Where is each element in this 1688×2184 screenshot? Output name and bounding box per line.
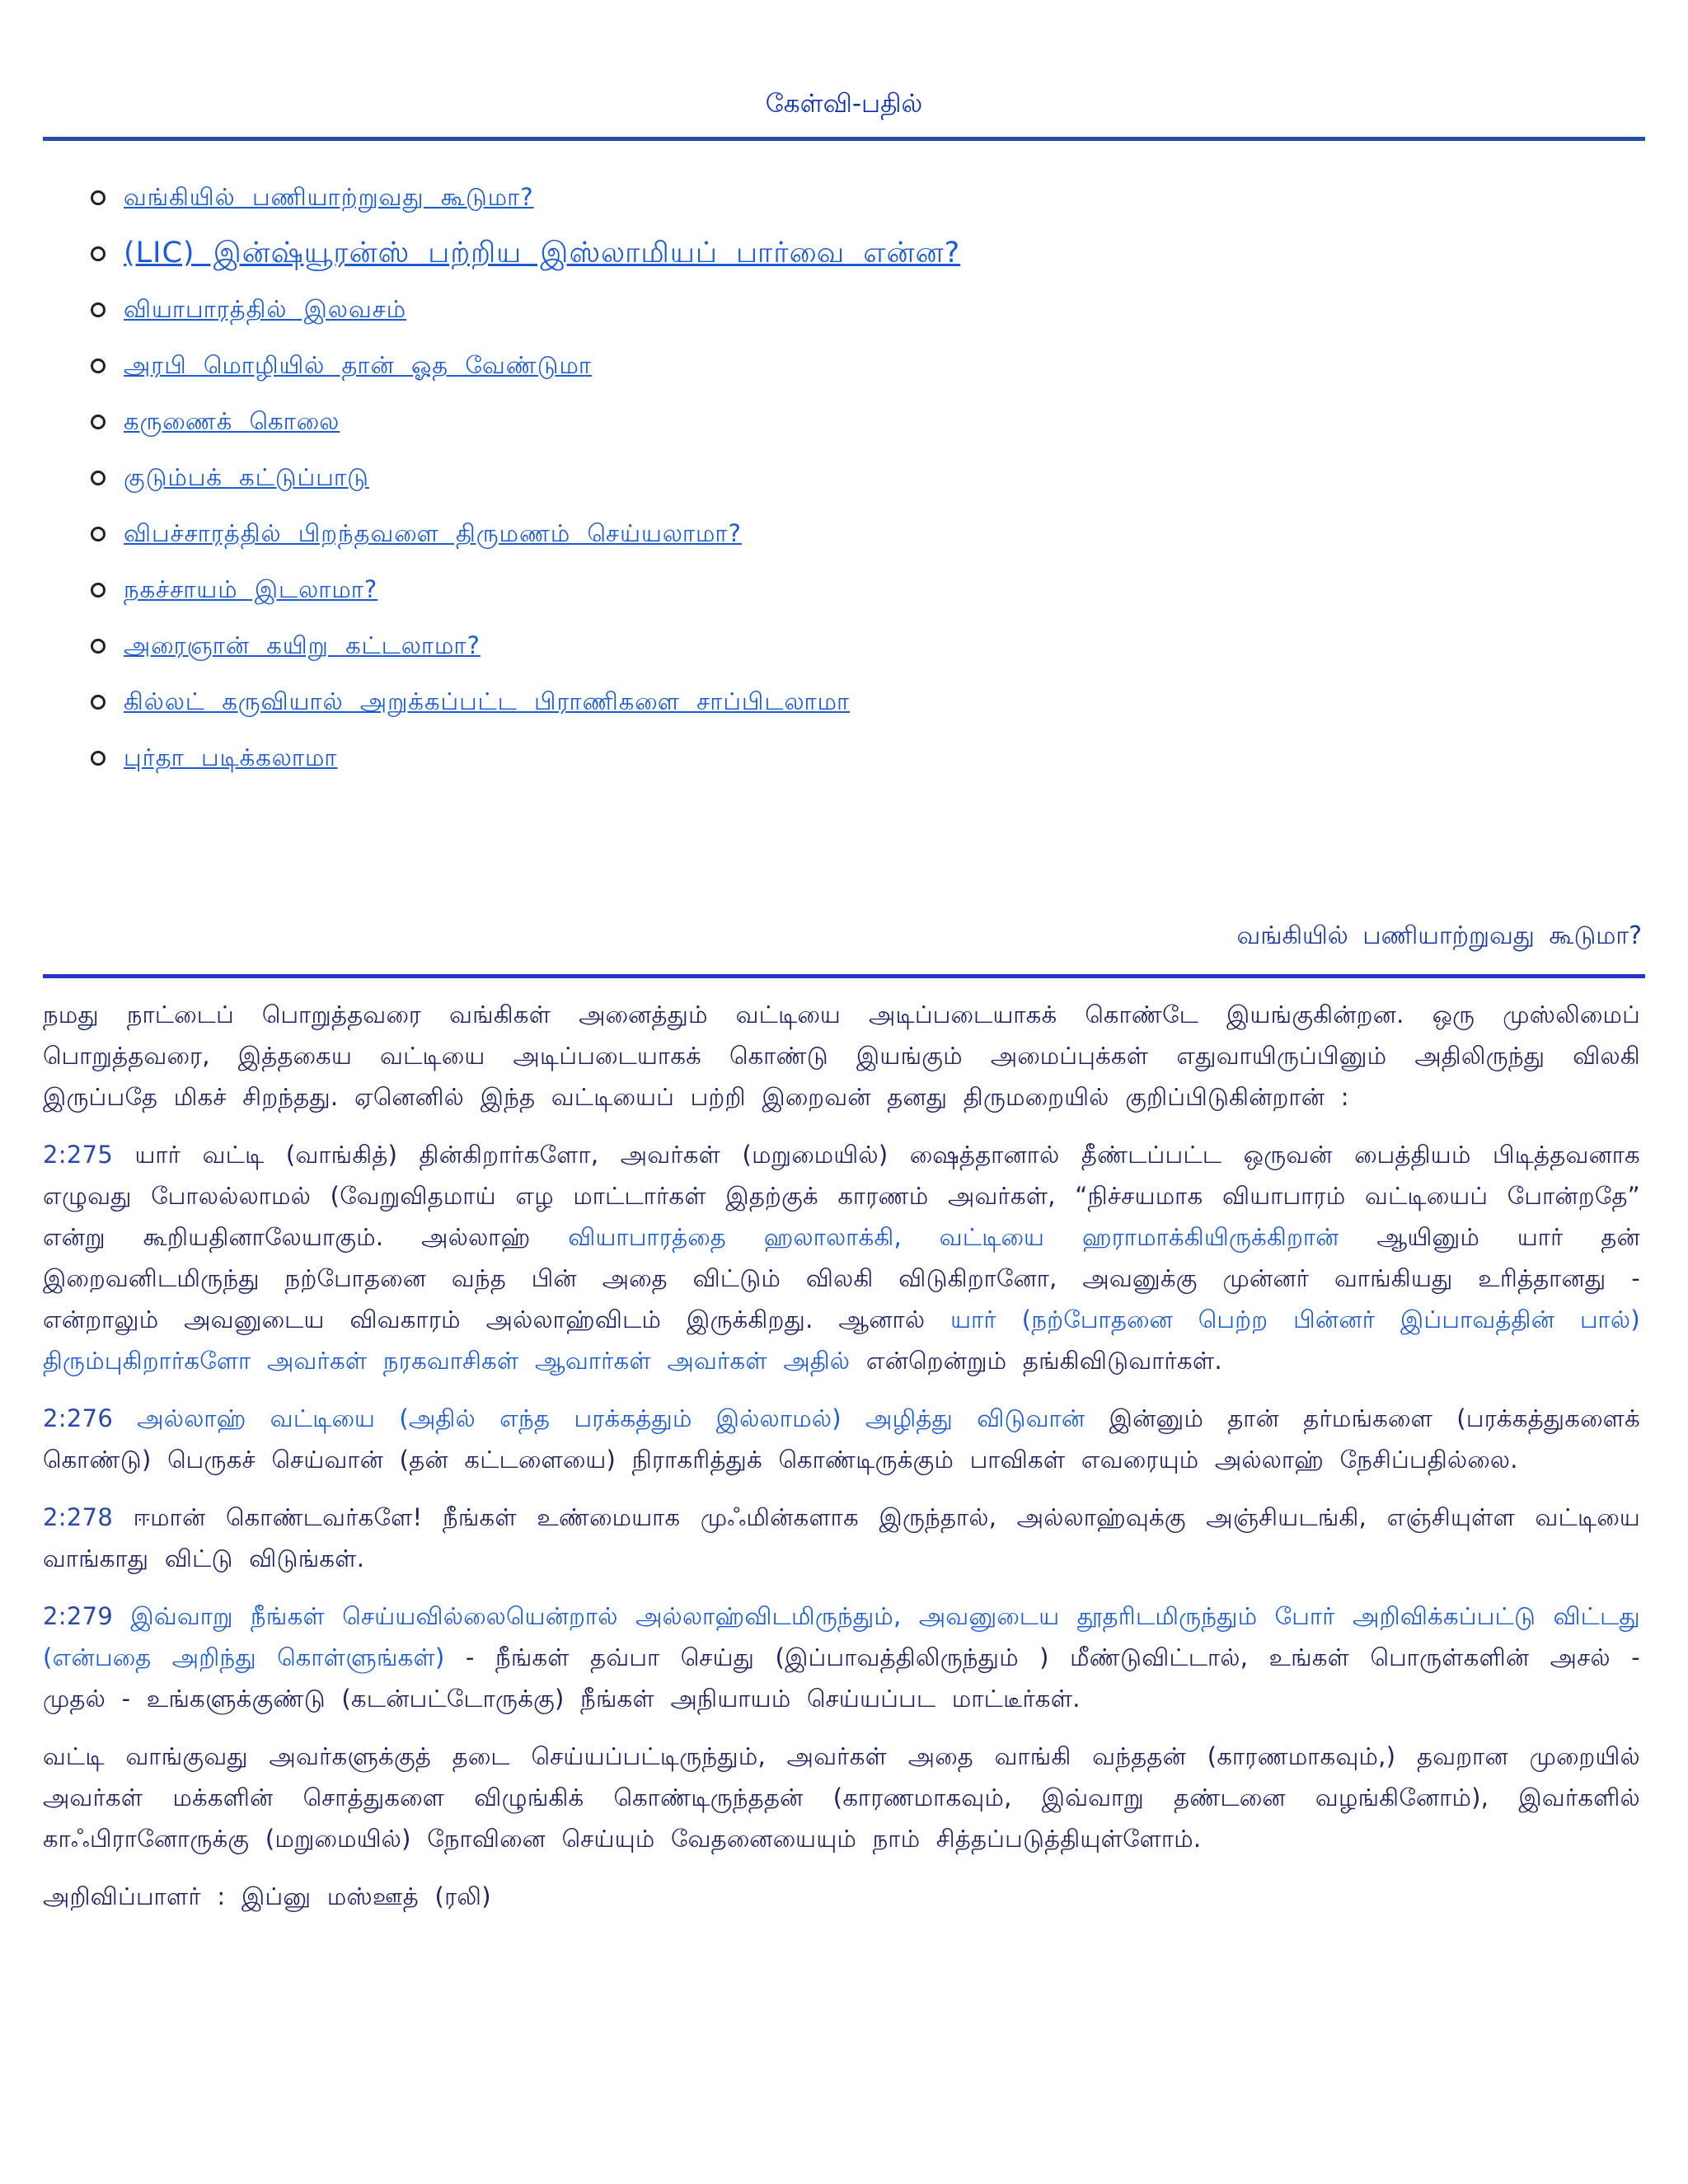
list-item (91, 617, 960, 673)
question-link-burda[interactable]: புர்தா படிக்கலாமா (124, 743, 338, 771)
bullet-icon (91, 471, 106, 485)
verse-2-276 (43, 1398, 1640, 1480)
question-list (91, 169, 960, 785)
verse-ref: 2:279 (43, 1602, 114, 1630)
bullet-icon (91, 527, 106, 541)
verse-text-highlight: இவ்வாறு நீங்கள் செய்யவில்லையென்றால் அல்லாஹ்விடமிருந்தும், அவனுடைய தூதரிடமிருந்தும் போர் அறிவிக்கப்பட்டு விட்டது (என்பதை அறிந்து கொள்ளுங்கள்) (43, 1602, 1640, 1671)
section-divider (43, 974, 1645, 978)
verse-text: இன்னும் தான் தர்மங்களை (பரக்கத்துகளைக் கொண்டு) பெருகச் செய்வான் (தன் கட்டளையை) நிராகரித்துக் கொண்டிருக்கும் பாவிகள் எவரையும் அல்லாஹ் நேசிப்பதில்லை. (43, 1404, 1640, 1474)
list-item (91, 169, 960, 225)
bullet-icon (91, 359, 106, 373)
closing-paragraph (43, 1736, 1640, 1859)
verse-2-279 (43, 1596, 1640, 1719)
verse-ref: 2:276 (43, 1404, 114, 1432)
question-link-marriage[interactable]: விபச்சாரத்தில் பிறந்தவளை திருமணம் செய்யலாமா? (124, 519, 742, 547)
verse-text: என்றென்றும் தங்கிவிடுவார்கள். (865, 1347, 1222, 1375)
verse-text-highlight: வியாபாரத்தை ஹலாலாக்கி, வட்டியை ஹராமாக்கியிருக்கிறான் (568, 1223, 1339, 1251)
list-item (91, 337, 960, 393)
list-item (91, 505, 960, 561)
question-link-slaughter-machine[interactable]: கில்லட் கருவியால் அறுக்கப்பட்ட பிராணிகளை சாப்பிடலாமா (124, 687, 851, 715)
bullet-icon (91, 302, 106, 317)
list-item (91, 393, 960, 449)
bullet-icon (91, 246, 106, 261)
verse-2-278 (43, 1497, 1640, 1579)
list-item (91, 281, 960, 337)
verse-2-275 (43, 1134, 1640, 1381)
answer-body (43, 994, 1640, 1933)
list-item (91, 673, 960, 729)
page-title: கேள்வி-பதில் (765, 89, 923, 119)
list-item (91, 449, 960, 505)
list-item (91, 561, 960, 617)
intro-text: நமது நாட்டைப் பொறுத்தவரை வங்கிகள் அனைத்தும் வட்டியை அடிப்படையாகக் கொண்டே இயங்குகின்றன. ஒரு முஸ்லிமைப் பொறுத்தவரை, இத்தகைய வட்டியை அடிப்படையாகக் கொண்டு இயங்கும் அமைப்புக்கள் எதுவாயிருப்பினும் அதிலிருந்து விலகி இருப்பதே மிகச் சிறந்தது. ஏனெனில் இந்த வட்டியைப் பற்றி இறைவன் தனது திருமறையில் குறிப்பிடுகின்றான் : (43, 1001, 1640, 1111)
question-link-nail-polish[interactable]: நகச்சாயம் இடலாமா? (124, 575, 378, 603)
verse-text: ஈமான் கொண்டவர்களே! நீங்கள் உண்மையாக முஃமின்களாக இருந்தால், அல்லாஹ்வுக்கு அஞ்சியடங்கி, எஞ்சியுள்ள வட்டியை வாங்காது விட்டு விடுங்கள். (43, 1503, 1640, 1572)
question-link-waist-thread[interactable]: அரைஞான் கயிறு கட்டலாமா? (124, 631, 481, 659)
question-link-arabic-recitation[interactable]: அரபி மொழியில் தான் ஓத வேண்டுமா (124, 351, 592, 379)
verse-text: யார் வட்டி (வாங்கித்) தின்கிறார்களோ, அவர்கள் (மறுமையில்) ஷைத்தானால் தீண்டப்பட்ட ஒருவன் பைத்தியம் பிடித்தவனாக எழுவது போலல்லாமல் (வேறுவிதமாய் எழ மாட்டார்கள் இதற்குக் காரணம் அவர்கள், “நிச்சயமாக வியாபாரம் வட்டியைப் போன்றதே” என்று கூறியதினாலேயாகும். அல்லாஹ் (43, 1141, 1640, 1251)
list-item (91, 729, 960, 785)
list-item (91, 225, 960, 281)
verse-text-highlight: அல்லாஹ் வட்டியை (அதில் எந்த பரக்கத்தும் இல்லாமல்) அழித்து விடுவான் (137, 1404, 1085, 1432)
bullet-icon (91, 190, 106, 205)
narrator-line (43, 1876, 1640, 1917)
bullet-icon (91, 751, 106, 766)
title-divider (43, 137, 1645, 141)
bullet-icon (91, 695, 106, 710)
verse-text-highlight: யார் (நற்போதனை பெற்ற பின்னர் இப்பாவத்தின் பால்) திரும்புகிறார்களோ அவர்கள் நரகவாசிகள் ஆவார்கள் அவர்கள் அதில் (43, 1305, 1640, 1375)
question-link-lic-insurance[interactable]: (LIC) இன்ஷ்யூரன்ஸ் பற்றிய இஸ்லாமியப் பார்வை என்ன? (124, 237, 961, 269)
section-title: வங்கியில் பணியாற்றுவது கூடுமா? (1236, 921, 1642, 950)
verse-ref: 2:278 (43, 1503, 114, 1531)
question-link-bank-work[interactable]: வங்கியில் பணியாற்றுவது கூடுமா? (124, 183, 534, 211)
verse-text: - நீங்கள் தவ்பா செய்து (இப்பாவத்திலிருந்தும் ) மீண்டுவிட்டால், உங்கள் பொருள்களின் அசல் - முதல் - உங்களுக்குண்டு (கடன்பட்டோருக்கு) நீங்கள் அநியாயம் செய்யப்பட மாட்டீர்கள். (43, 1643, 1640, 1713)
bullet-icon (91, 583, 106, 598)
narrator-text: அறிவிப்பாளர் : இப்னு மஸ்ஊத் (ரலி) (43, 1882, 491, 1910)
bullet-icon (91, 415, 106, 429)
question-link-free-in-trade[interactable]: வியாபாரத்தில் இலவசம் (124, 295, 407, 323)
verse-ref: 2:275 (43, 1141, 114, 1169)
question-link-euthanasia[interactable]: கருணைக் கொலை (124, 407, 340, 435)
intro-paragraph (43, 994, 1640, 1118)
bullet-icon (91, 639, 106, 654)
verse-text: ஆயினும் யார் தன் இறைவனிடமிருந்து நற்போதனை வந்த பின் அதை விட்டும் விலகி விடுகிறானோ, அவனுக்கு முன்னர் வாங்கியது உரித்தானது - என்றாலும் அவனுடைய விவகாரம் அல்லாஹ்விடம் இருக்கிறது. ஆனால் (43, 1223, 1640, 1333)
closing-text: வட்டி வாங்குவது அவர்களுக்குத் தடை செய்யப்பட்டிருந்தும், அவர்கள் அதை வாங்கி வந்ததன் (காரணமாகவும்,) தவறான முறையில் அவர்கள் மக்களின் சொத்துகளை விழுங்கிக் கொண்டிருந்ததன் (காரணமாகவும், இவ்வாறு தண்டனை வழங்கினோம்), இவர்களில் காஃபிரானோருக்கு (மறுமையில்) நோவினை செய்யும் வேதனையையும் நாம் சித்தப்படுத்தியுள்ளோம். (43, 1742, 1640, 1853)
question-link-family-planning[interactable]: குடும்பக் கட்டுப்பாடு (124, 463, 369, 491)
